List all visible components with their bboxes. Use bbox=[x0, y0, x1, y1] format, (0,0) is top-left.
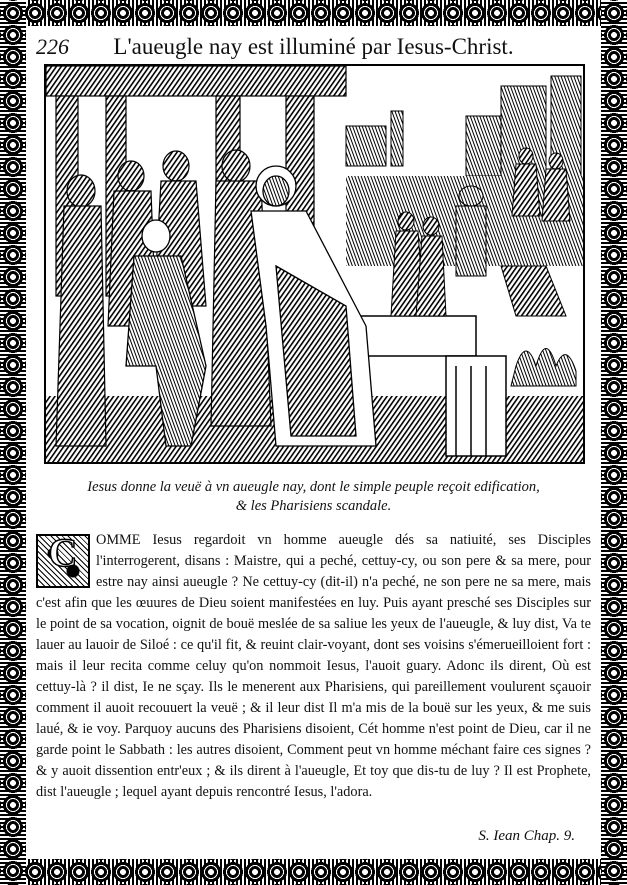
body-text bbox=[36, 530, 591, 803]
body-paragraph: OMME Iesus regardoit vn homme aueugle dés sa natiuité, ses Disciples l'interrogerent, disans : Maistre, qui a peché, cettuy-cy, ou son pere & sa mere, pour estre nay ainsi aueugle ? Ne cettuy-cy (dit-il) n'a peché, ne son pere ne sa mere, mais c'est afin que les œuures de Dieu soient manifestées en luy. Puis ayant presché ses Disciples sur le point de sa vocation, oignit de bouë meslée de sa saliue les yeux de l'aueugle, & luy dist, Va te lauer au lauoir de Siloé : ce qu'il fit, & reuint clair-voyant, dont ses voisins s'émerueilloient fort : mais il leur recita comme celuy qu'on nommoit Iesus, l'auoit guary. Adonc ils dirent, Où est cettuy-là ? il dist, Ie ne sçay. Ils le menerent aux Pharisiens, qui pareillement voulurent sçauoir comment il auoit recouuert la veuë ; & il leur dist Il m'a mis de la bouë sur les yeux, & me suis laué, & ie voy. Parquoy aucuns des Pharisiens disoient, Cét homme n'est point de Dieu, car il ne garde point le Sabbath : les autres disoient, Comment peut vn homme méchant faire ces signes ? & y auoit dissention entr'eux ; & ils dirent à l'aueugle, Et toy que dis-tu de luy ? Il est Prophete, dist l'aueugle ; lequel ayant depuis rencontré Iesus, l'adora. bbox=[36, 532, 591, 800]
page-header bbox=[36, 30, 591, 62]
page-number: 226 bbox=[36, 34, 69, 59]
page-title: L'aueugle nay est illuminé par Iesus-Christ. bbox=[113, 34, 514, 59]
caption-line-1: Iesus donne la veuë à vn aueugle nay, dont le simple peuple reçoit edification, bbox=[87, 479, 540, 495]
ornamental-border-top bbox=[0, 0, 627, 26]
caption-line-2: & les Pharisiens scandale. bbox=[235, 498, 392, 514]
ornamental-border-bottom bbox=[0, 859, 627, 885]
illustration-caption bbox=[60, 478, 567, 516]
decorated-initial bbox=[36, 530, 90, 588]
ornamental-border-right bbox=[601, 0, 627, 885]
decorated-initial-letter: C bbox=[48, 530, 78, 575]
scripture-reference: S. Iean Chap. 9. bbox=[478, 828, 575, 844]
woodcut-illustration bbox=[44, 64, 585, 464]
ornamental-border-left bbox=[0, 0, 26, 885]
woodcut-scene-image bbox=[46, 66, 583, 462]
